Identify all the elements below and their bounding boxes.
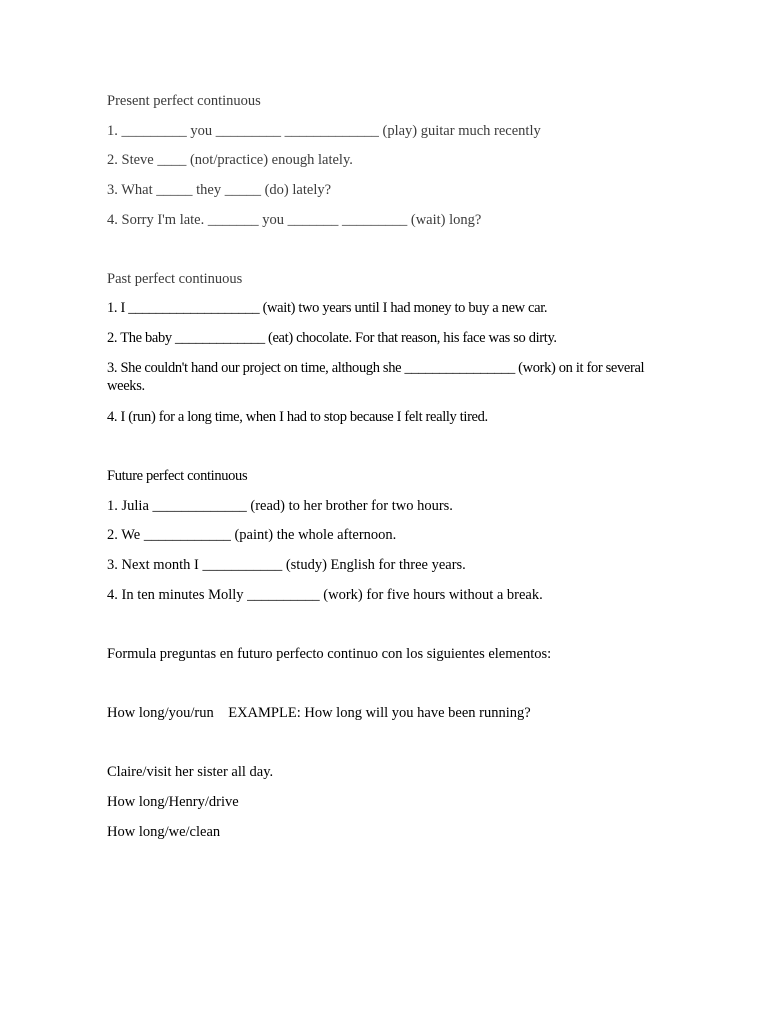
- future-exercise-2: 2. We ____________ (paint) the whole afternoon.: [107, 527, 397, 543]
- past-exercise-1: 1. I ___________________ (wait) two years until I had money to buy a new car.: [107, 300, 548, 316]
- past-exercise-2: 2. The baby _____________ (eat) chocolate. For that reason, his face was so dirty.: [107, 330, 557, 346]
- future-exercise-4: 4. In ten minutes Molly __________ (work) for five hours without a break.: [107, 587, 543, 603]
- section-heading-future-perfect-continuous: Future perfect continuous: [107, 468, 248, 484]
- future-exercise-3: 3. Next month I ___________ (study) English for three years.: [107, 557, 466, 573]
- present-exercise-2: 2. Steve ____ (not/practice) enough lately.: [107, 152, 353, 168]
- past-exercise-4: 4. I (run) for a long time, when I had to stop because I felt really tired.: [107, 409, 488, 425]
- future-exercise-1: 1. Julia _____________ (read) to her brother for two hours.: [107, 498, 453, 514]
- present-exercise-3: 3. What _____ they _____ (do) lately?: [107, 182, 332, 198]
- question-item-1: Claire/visit her sister all day.: [107, 764, 274, 780]
- section-heading-past-perfect-continuous: Past perfect continuous: [107, 271, 243, 287]
- question-item-2: How long/Henry/drive: [107, 794, 239, 810]
- questions-example: How long/you/run EXAMPLE: How long will you have been running?: [107, 705, 531, 721]
- present-exercise-1: 1. _________ you _________ _____________ (play) guitar much recently: [107, 123, 541, 139]
- section-heading-present-perfect-continuous: Present perfect continuous: [107, 93, 261, 109]
- present-exercise-4: 4. Sorry I'm late. _______ you _______ _________ (wait) long?: [107, 212, 482, 228]
- past-exercise-3: 3. She couldn't hand our project on time, although she ________________ (work) on it for several weeks.: [107, 360, 645, 394]
- question-item-3: How long/we/clean: [107, 824, 221, 840]
- questions-instruction: Formula preguntas en futuro perfecto continuo con los siguientes elementos:: [107, 646, 552, 662]
